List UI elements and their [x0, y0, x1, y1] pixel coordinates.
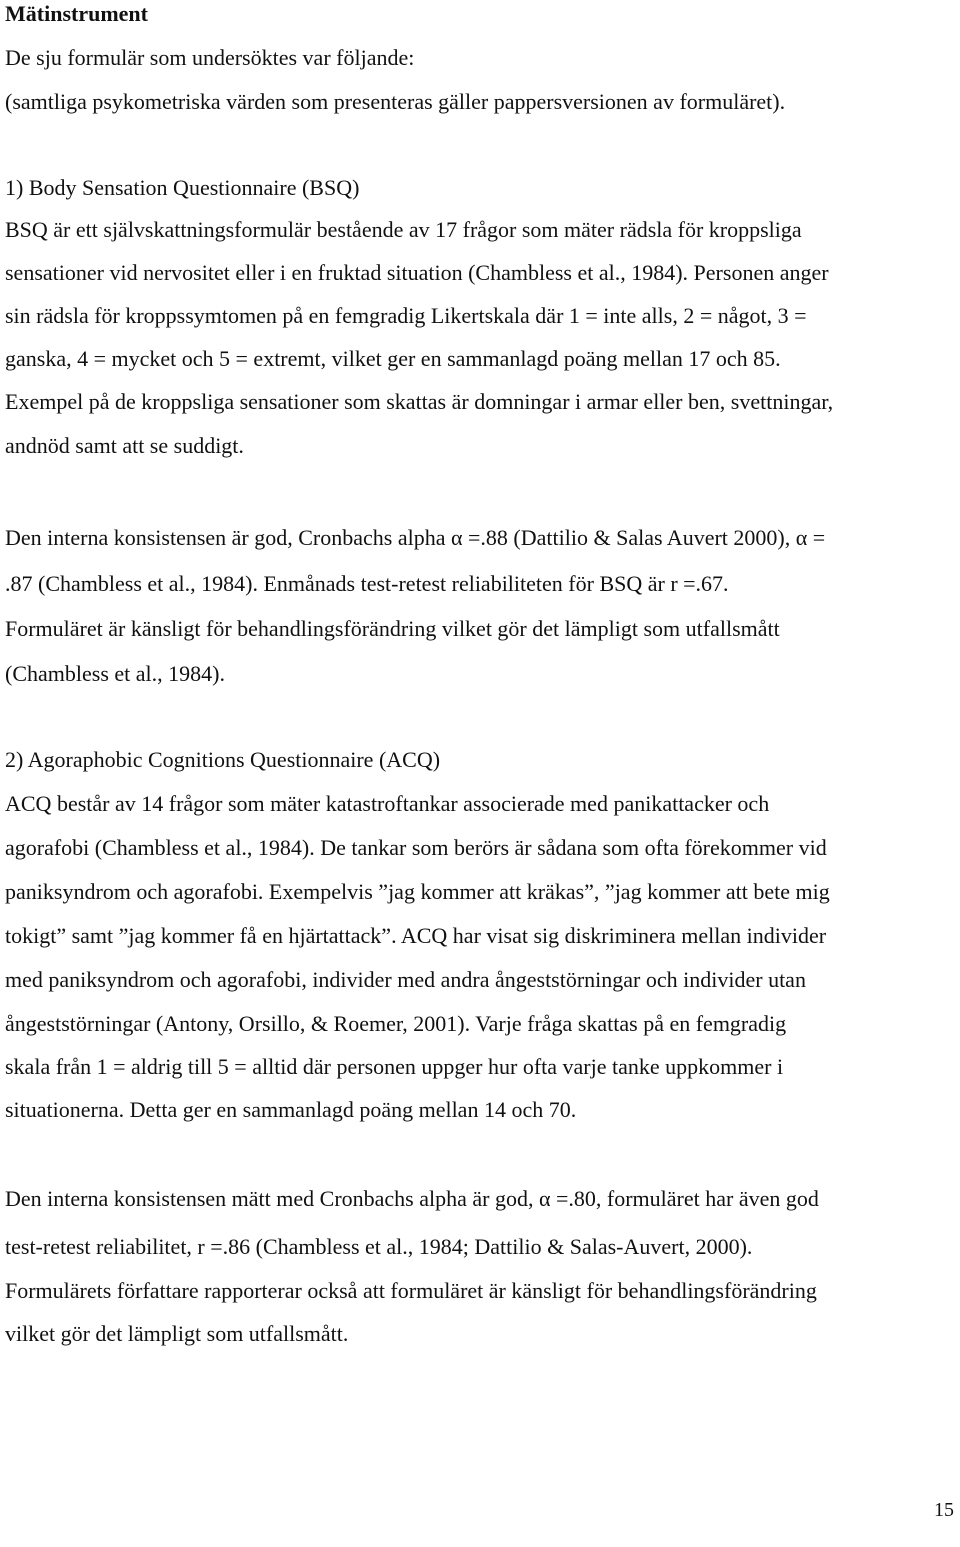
acq-reliability-line: Den interna konsistensen mätt med Cronbachs alpha är god, α =.80, formuläret har även god: [5, 1186, 819, 1211]
bsq-description-line: Exempel på de kroppsliga sensationer som skattas är domningar i armar eller ben, svettningar,: [5, 389, 834, 414]
bsq-title: 1) Body Sensation Questionnaire (BSQ): [5, 175, 360, 200]
bsq-reliability-line: .87 (Chambless et al., 1984). Enmånads test-retest reliabiliteten för BSQ är r =.67.: [5, 571, 729, 596]
acq-reliability-line: vilket gör det lämpligt som utfallsmått.: [5, 1321, 349, 1346]
acq-reliability-line: Formulärets författare rapporterar också att formuläret är känsligt för behandlingsförändring: [5, 1278, 817, 1303]
intro-line: De sju formulär som undersöktes var följande:: [5, 45, 415, 70]
acq-description-line: skala från 1 = aldrig till 5 = alltid där personen uppger hur ofta varje tanke uppkommer i: [5, 1054, 784, 1079]
bsq-reliability-line: Den interna konsistensen är god, Cronbachs alpha α =.88 (Dattilio & Salas Auvert 2000), α =: [5, 525, 826, 550]
acq-reliability-line: test-retest reliabilitet, r =.86 (Chambless et al., 1984; Dattilio & Salas-Auvert, 2000).: [5, 1234, 753, 1259]
bsq-description-line: sin rädsla för kroppssymtomen på en femgradig Likertskala där 1 = inte alls, 2 = något, 3 =: [5, 303, 807, 328]
acq-description-line: situationerna. Detta ger en sammanlagd poäng mellan 14 och 70.: [5, 1097, 577, 1122]
bsq-description-line: ganska, 4 = mycket och 5 = extremt, vilket ger en sammanlagd poäng mellan 17 och 85.: [5, 346, 781, 371]
acq-description-line: paniksyndrom och agorafobi. Exempelvis ”jag kommer att kräkas”, ”jag kommer att bete mig: [5, 879, 830, 904]
acq-description-line: med paniksyndrom och agorafobi, individer med andra ångeststörningar och individer utan: [5, 967, 806, 992]
intro-line: (samtliga psykometriska värden som presenteras gäller pappersversionen av formuläret).: [5, 89, 786, 114]
bsq-description-line: sensationer vid nervositet eller i en fruktad situation (Chambless et al., 1984). Personen anger: [5, 260, 829, 285]
acq-description-line: agorafobi (Chambless et al., 1984). De tankar som berörs är sådana som ofta förekommer vid: [5, 835, 827, 860]
acq-title: 2) Agoraphobic Cognitions Questionnaire (ACQ): [5, 747, 441, 772]
bsq-description-line: BSQ är ett självskattningsformulär bestående av 17 frågor som mäter rädsla för kroppsliga: [5, 217, 802, 242]
section-heading: Mätinstrument: [5, 1, 148, 26]
acq-description-line: tokigt” samt ”jag kommer få en hjärtattack”. ACQ har visat sig diskriminera mellan individer: [5, 923, 827, 948]
bsq-reliability-line: (Chambless et al., 1984).: [5, 661, 225, 686]
acq-description-line: ACQ består av 14 frågor som mäter katastroftankar associerade med panikattacker och: [5, 791, 770, 816]
bsq-reliability-line: Formuläret är känsligt för behandlingsförändring vilket gör det lämpligt som utfallsmått: [5, 616, 780, 641]
bsq-description-line: andnöd samt att se suddigt.: [5, 433, 244, 458]
acq-description-line: ångeststörningar (Antony, Orsillo, & Roemer, 2001). Varje fråga skattas på en femgradig: [5, 1011, 787, 1036]
page-number: 15: [934, 1499, 954, 1521]
